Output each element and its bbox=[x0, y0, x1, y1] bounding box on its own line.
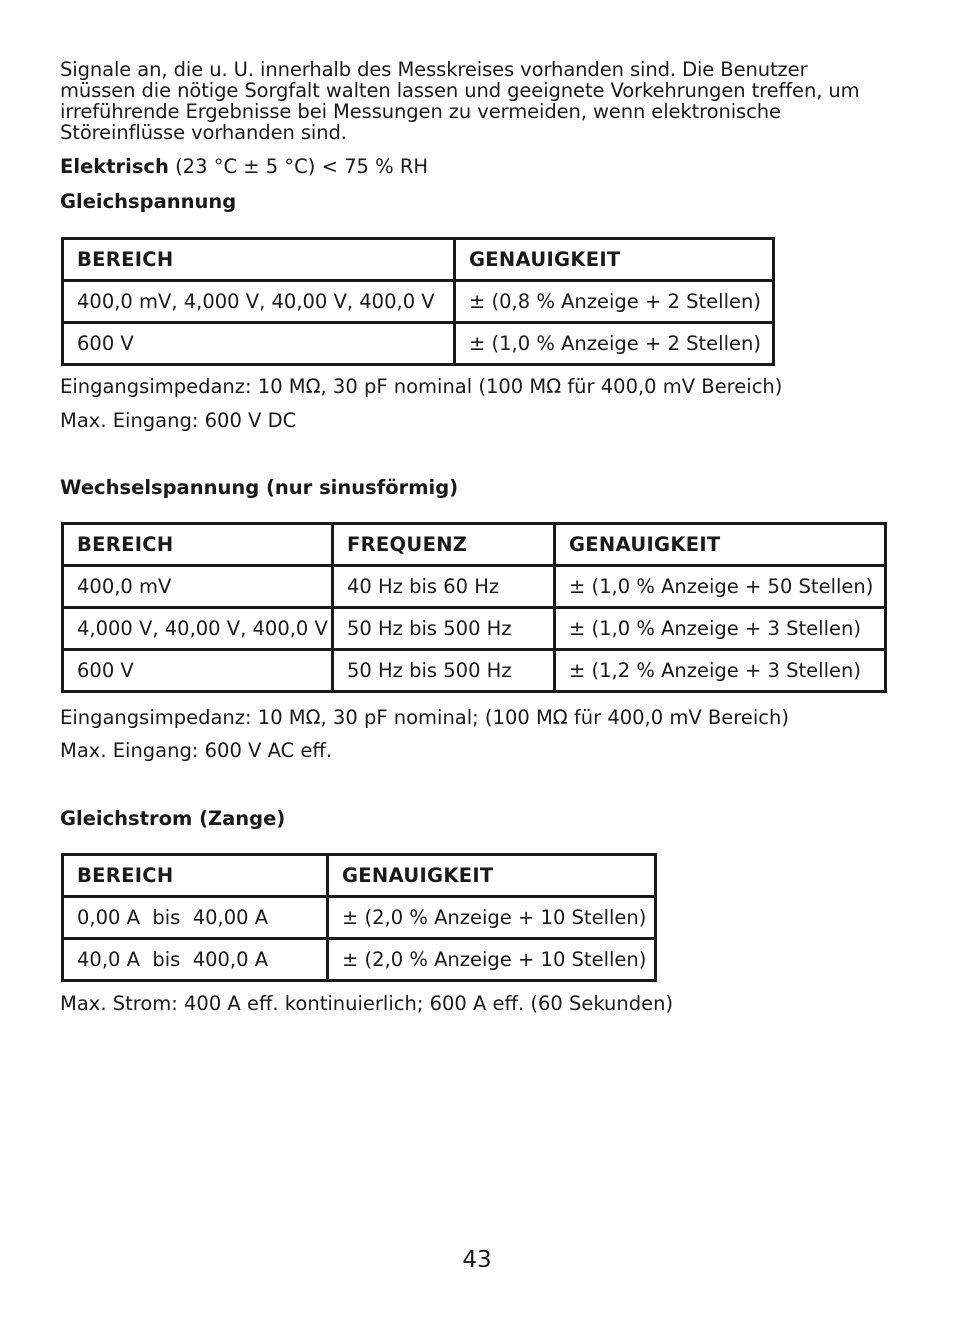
dc-current-heading: Gleichstrom (Zange) bbox=[60, 807, 286, 830]
column-header-accuracy: GENAUIGKEIT bbox=[328, 855, 656, 897]
electrical-conditions-text: (23 °C ± 5 °C) < 75 % RH bbox=[168, 155, 429, 178]
table-row bbox=[63, 650, 886, 692]
column-header-range: BEREICH bbox=[63, 239, 455, 281]
dc-current-table bbox=[61, 853, 657, 982]
electrical-label: Elektrisch bbox=[60, 155, 169, 178]
column-header-accuracy: GENAUIGKEIT bbox=[455, 239, 774, 281]
dc-voltage-heading: Gleichspannung bbox=[60, 190, 237, 213]
table-row bbox=[63, 566, 886, 608]
table-row bbox=[63, 608, 886, 650]
frequency-cell: 50 Hz bis 500 Hz bbox=[333, 650, 555, 692]
dc-max-input: Max. Eingang: 600 V DC bbox=[60, 409, 297, 432]
range-cell: 400,0 mV bbox=[63, 566, 333, 608]
table-row bbox=[63, 897, 656, 939]
table-header-row bbox=[63, 855, 656, 897]
dc-impedance-note: Eingangsimpedanz: 10 MΩ, 30 pF nominal (100 MΩ für 400,0 mV Bereich) bbox=[60, 375, 783, 398]
frequency-cell: 40 Hz bis 60 Hz bbox=[333, 566, 555, 608]
range-cell: 40,0 A bis 400,0 A bbox=[63, 939, 328, 981]
range-cell: 600 V bbox=[63, 323, 455, 365]
column-header-range: BEREICH bbox=[63, 855, 328, 897]
column-header-accuracy: GENAUIGKEIT bbox=[555, 524, 886, 566]
table-row bbox=[63, 281, 774, 323]
accuracy-cell: ± (1,0 % Anzeige + 2 Stellen) bbox=[455, 323, 774, 365]
accuracy-cell: ± (2,0 % Anzeige + 10 Stellen) bbox=[328, 939, 656, 981]
column-header-frequency: FREQUENZ bbox=[333, 524, 555, 566]
intro-paragraph: Signale an, die u. U. innerhalb des Messkreises vorhanden sind. Die Benutzer müssen die nötige Sorgfalt walten lassen und geeignete Vorkehrungen treffen, um irreführende Ergebnisse bei Messungen zu vermeiden, wenn elektronische Störeinflüsse vorhanden sind. bbox=[60, 58, 860, 144]
ac-voltage-heading: Wechselspannung (nur sinusförmig) bbox=[60, 476, 459, 499]
range-cell: 600 V bbox=[63, 650, 333, 692]
table-row bbox=[63, 939, 656, 981]
ac-impedance-note: Eingangsimpedanz: 10 MΩ, 30 pF nominal; (100 MΩ für 400,0 mV Bereich) bbox=[60, 706, 789, 729]
column-header-range: BEREICH bbox=[63, 524, 333, 566]
range-cell: 0,00 A bis 40,00 A bbox=[63, 897, 328, 939]
electrical-conditions bbox=[60, 155, 428, 179]
range-cell: 400,0 mV, 4,000 V, 40,00 V, 400,0 V bbox=[63, 281, 455, 323]
accuracy-cell: ± (1,0 % Anzeige + 50 Stellen) bbox=[555, 566, 886, 608]
table-header-row bbox=[63, 524, 886, 566]
range-cell: 4,000 V, 40,00 V, 400,0 V bbox=[63, 608, 333, 650]
ac-max-input: Max. Eingang: 600 V AC eff. bbox=[60, 739, 333, 762]
table-row bbox=[63, 323, 774, 365]
page-number: 43 bbox=[462, 1247, 492, 1273]
accuracy-cell: ± (0,8 % Anzeige + 2 Stellen) bbox=[455, 281, 774, 323]
accuracy-cell: ± (1,2 % Anzeige + 3 Stellen) bbox=[555, 650, 886, 692]
ac-voltage-table bbox=[61, 522, 887, 693]
frequency-cell: 50 Hz bis 500 Hz bbox=[333, 608, 555, 650]
accuracy-cell: ± (1,0 % Anzeige + 3 Stellen) bbox=[555, 608, 886, 650]
accuracy-cell: ± (2,0 % Anzeige + 10 Stellen) bbox=[328, 897, 656, 939]
dc-voltage-table bbox=[61, 237, 775, 366]
max-current-note: Max. Strom: 400 A eff. kontinuierlich; 600 A eff. (60 Sekunden) bbox=[60, 992, 674, 1015]
table-header-row bbox=[63, 239, 774, 281]
